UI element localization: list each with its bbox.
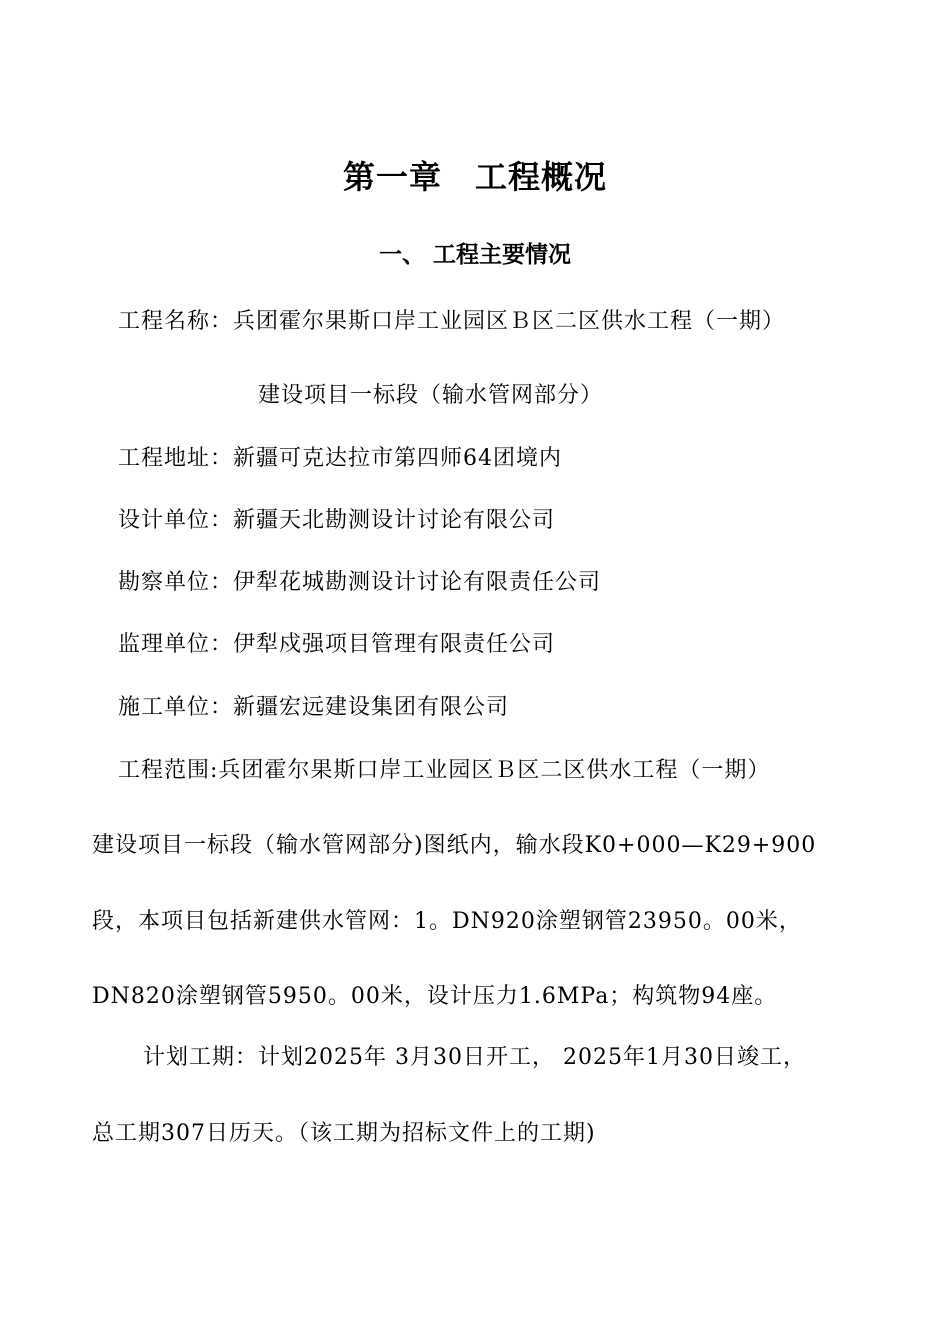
project-scope-continuation-1: 建设项目一标段（输水管网部分)图纸内，输水段K0+000—K29+900 xyxy=(92,833,817,858)
design-unit-line: 设计单位：新疆天北勘测设计讨论有限公司 xyxy=(118,508,556,533)
chapter-title: 第一章 工程概况 xyxy=(342,158,607,196)
survey-unit-line: 勘察单位：伊犁花城勘测设计讨论有限责任公司 xyxy=(118,570,602,595)
project-scope-continuation-3: DN820涂塑钢管5950。00米，设计压力1.6MPa；构筑物94座。 xyxy=(92,984,778,1009)
project-scope-continuation-2: 段，本项目包括新建供水管网：1。DN920涂塑钢管23950。00米， xyxy=(92,909,802,934)
project-name-line: 工程名称：兵团霍尔果斯口岸工业园区Ｂ区二区供水工程（一期） xyxy=(118,309,786,334)
schedule-line: 计划工期：计划2025年 3月30日开工， 2025年1月30日竣工， xyxy=(143,1045,806,1070)
project-address-line: 工程地址：新疆可克达拉市第四师64团境内 xyxy=(118,446,562,471)
project-scope-line: 工程范围:兵团霍尔果斯口岸工业园区Ｂ区二区供水工程（一期） xyxy=(118,758,771,783)
construction-unit-line: 施工单位：新疆宏远建设集团有限公司 xyxy=(118,695,510,720)
section-title: 一、 工程主要情况 xyxy=(378,242,571,268)
project-name-continuation: 建设项目一标段（输水管网部分） xyxy=(258,383,604,408)
schedule-continuation: 总工期307日历天。（该工期为招标文件上的工期) xyxy=(92,1121,596,1146)
supervision-unit-line: 监理单位：伊犁戍强项目管理有限责任公司 xyxy=(118,632,556,657)
